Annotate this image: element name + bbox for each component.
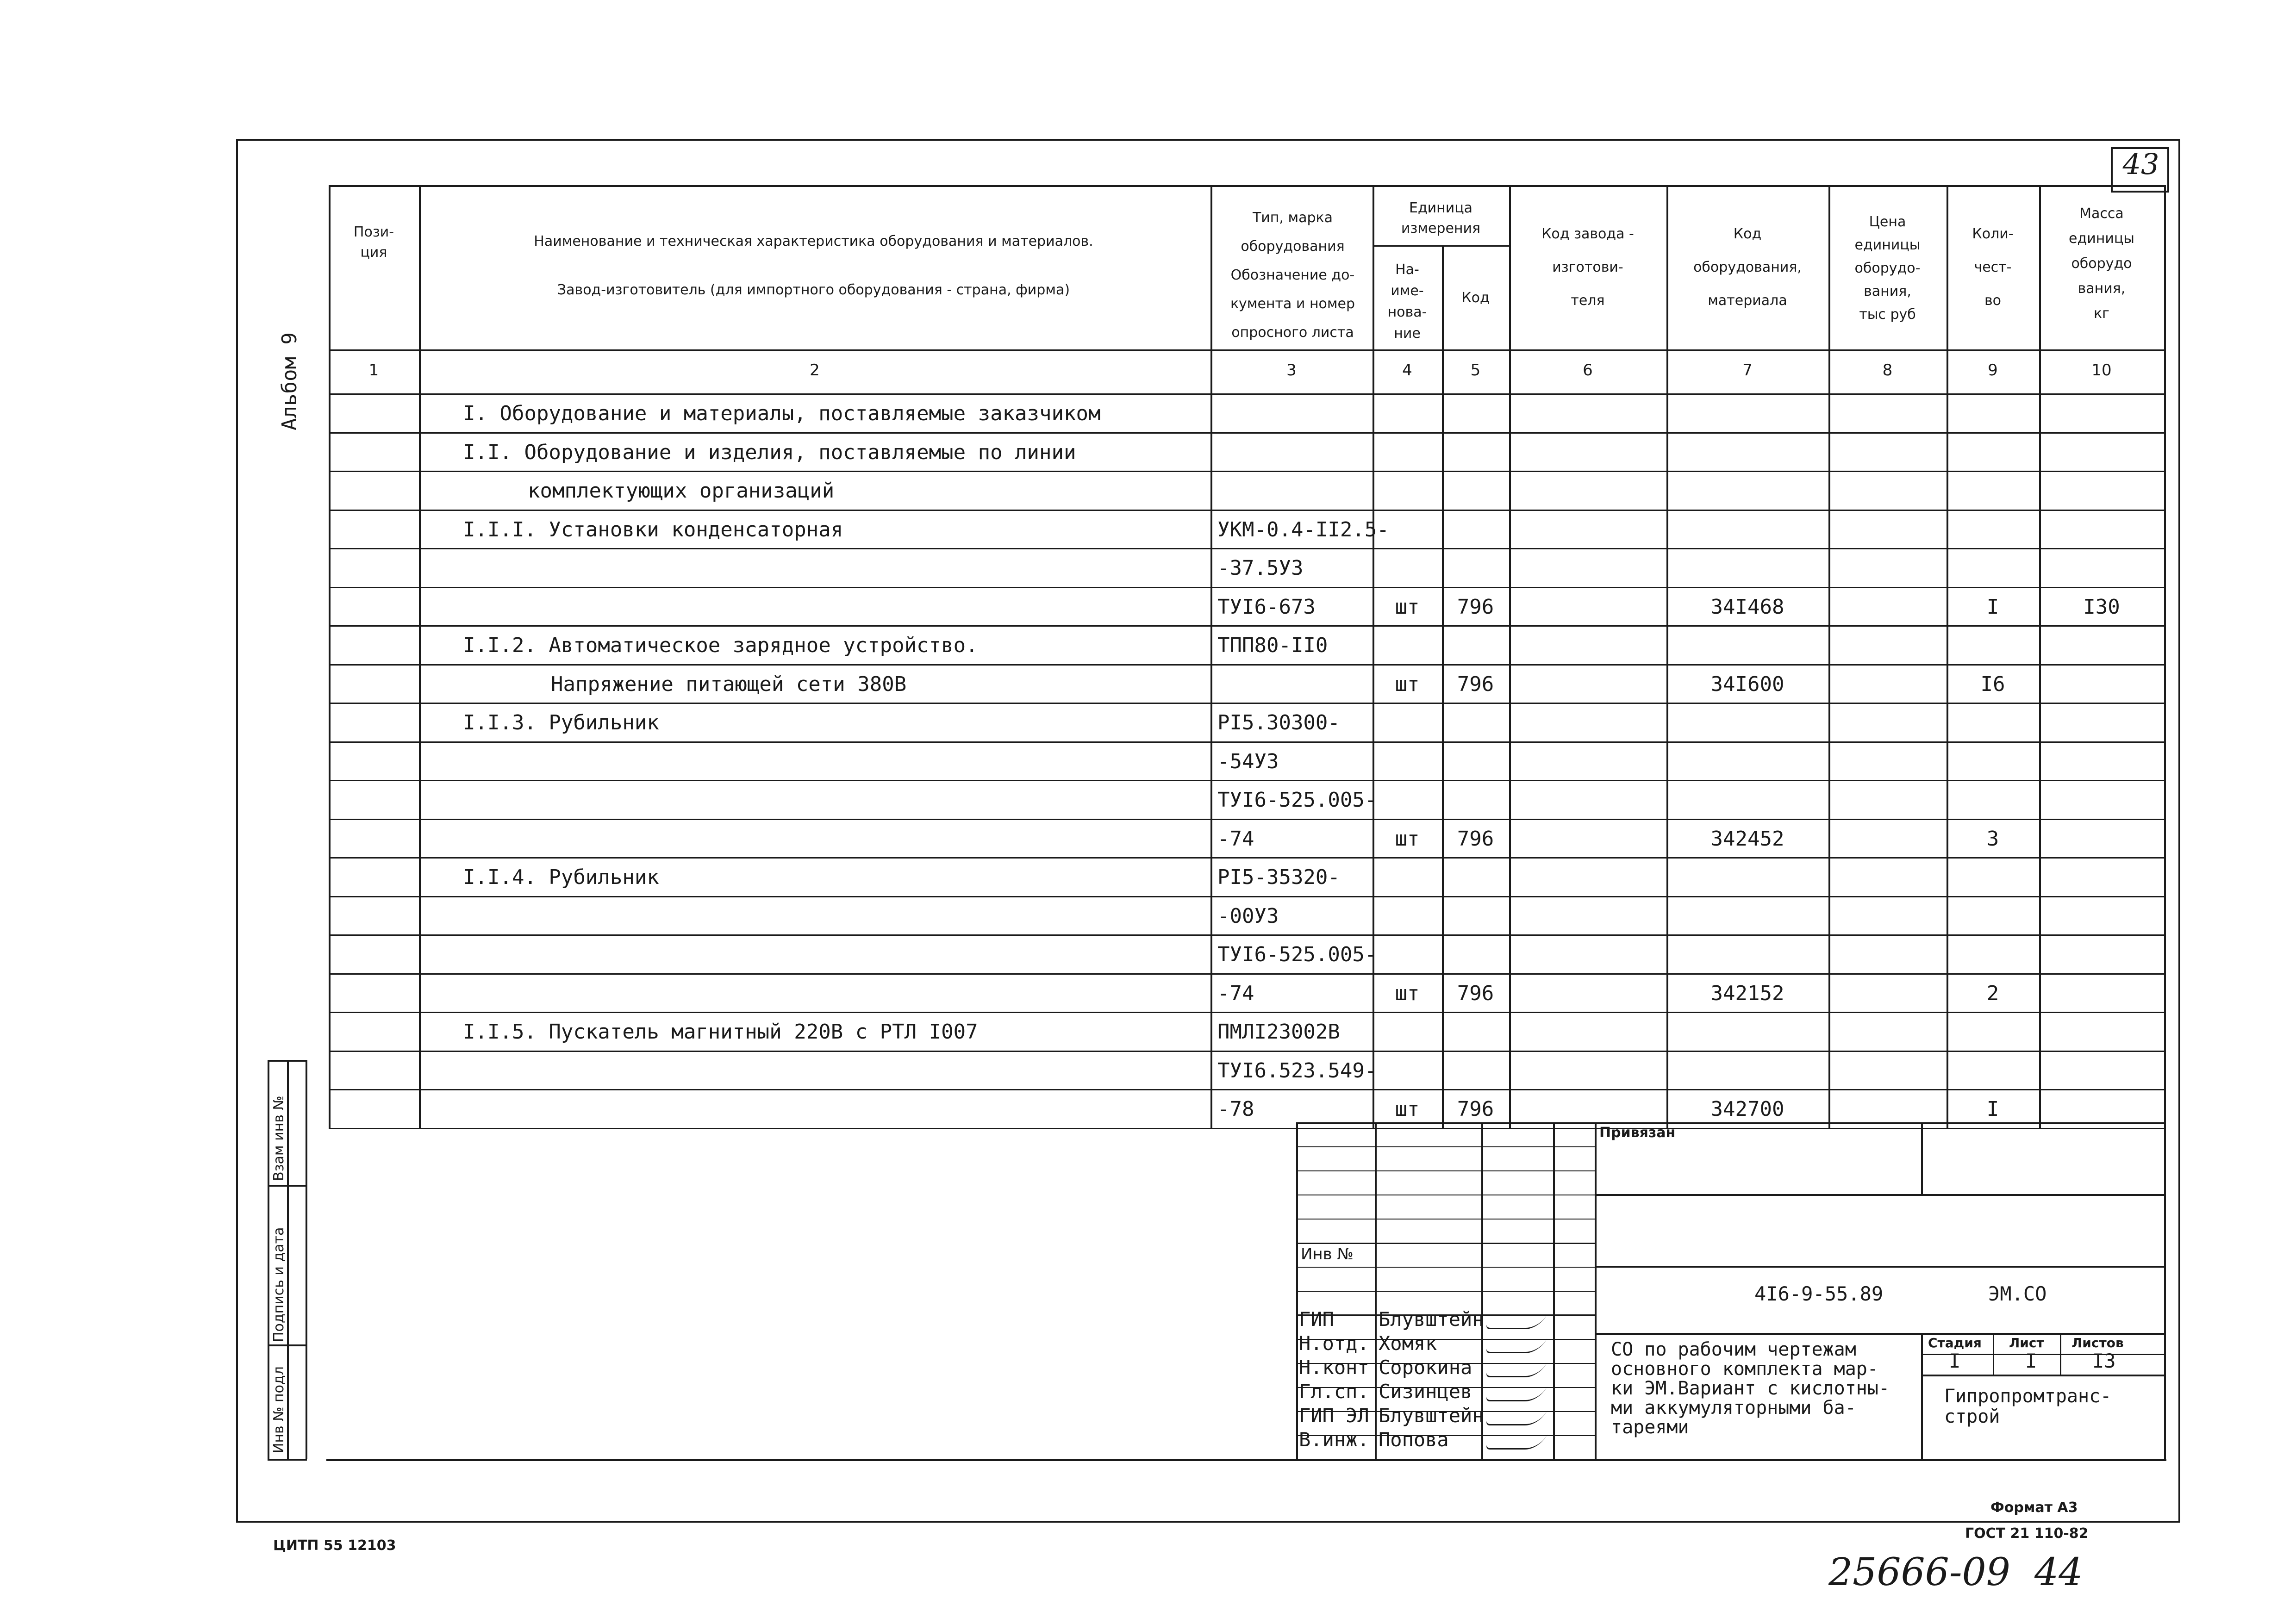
row-line (329, 857, 2166, 859)
inner-bottom (326, 1459, 2166, 1461)
column-line (2164, 185, 2166, 1128)
row-line (329, 1089, 2166, 1090)
header-name-line1: Наименование и техническая характеристика оборудования и материалов. (534, 233, 1093, 249)
stamp-line (1296, 1146, 1595, 1147)
column-number: 9 (1988, 361, 1998, 380)
row-type: -74 (1217, 827, 1254, 851)
row-type: ТУI6-525.005- (1217, 788, 1377, 812)
signer-role: Н.отд. (1299, 1332, 1369, 1355)
doc-code: 4I6-9-55.89 (1754, 1282, 1884, 1305)
signer-role: В.инж. (1299, 1428, 1369, 1451)
stamp-line (1296, 1219, 1595, 1220)
header-type: Тип, марка оборудования Обозначение до- кумента и номер опросного листа (1230, 210, 1355, 341)
stamp-line (1921, 1375, 2164, 1376)
stamp-line (1595, 1333, 2164, 1335)
row-name: I.I.2. Автоматическое зарядное устройство. (463, 634, 978, 657)
signer-name: Хомяк (1379, 1332, 1437, 1355)
row-quantity: I (1986, 1097, 1999, 1121)
signer-role: Гл.сп. (1299, 1380, 1369, 1403)
row-line (329, 1012, 2166, 1013)
inv-label: Инв № (1301, 1245, 1354, 1263)
inner-right (2164, 1115, 2166, 1460)
signer-name: Блувштейн (1379, 1308, 1484, 1331)
column-number: 2 (810, 361, 820, 380)
row-line (329, 703, 2166, 704)
column-number: 4 (1402, 361, 1412, 380)
column-number: 10 (2091, 361, 2112, 380)
row-line (329, 471, 2166, 472)
row-equipment-code: 342452 (1710, 827, 1784, 851)
sheet-label: Лист (2009, 1335, 2044, 1350)
row-mass: I30 (2083, 595, 2120, 619)
column-number: 3 (1286, 361, 1297, 380)
signer-name: Сизинцев (1379, 1380, 1472, 1403)
sheet-value: I (2025, 1350, 2037, 1372)
header-quantity: Коли- чест- во (1972, 226, 2014, 309)
row-line (329, 741, 2166, 743)
doc-mark: ЭМ.СО (1988, 1282, 2047, 1305)
row-equipment-code: 342700 (1710, 1097, 1784, 1121)
unit-split-line (1373, 245, 1509, 247)
stamp-line (1296, 1122, 2164, 1124)
column-number: 5 (1470, 361, 1481, 380)
row-unit-code: 796 (1457, 981, 1494, 1005)
row-unit: шт (1395, 1097, 1420, 1121)
row-unit: шт (1395, 981, 1420, 1005)
stamp-line (1921, 1333, 1923, 1459)
handwritten-number: 25666-09 44 (1828, 1550, 2083, 1594)
stamp-line (1595, 1194, 2164, 1196)
margin-line (268, 1344, 307, 1346)
number-row-line (329, 393, 2166, 395)
column-line (329, 185, 331, 1128)
margin-line (268, 1185, 307, 1187)
table-top-line (329, 185, 2166, 187)
row-line (329, 587, 2166, 588)
album-label: Альбом 9 (278, 332, 301, 430)
row-line (329, 664, 2166, 666)
row-type: ТУI6-673 (1217, 595, 1316, 619)
row-line (329, 973, 2166, 975)
signature-scribble (1485, 1362, 1547, 1377)
margin-line (268, 1459, 307, 1461)
row-type: ТУI6-525.005- (1217, 943, 1377, 966)
stage-label: Стадия (1928, 1335, 1982, 1350)
signature-scribble (1485, 1434, 1547, 1450)
row-line (329, 1051, 2166, 1052)
row-unit: шт (1395, 672, 1420, 696)
row-line (329, 780, 2166, 781)
bottom-left-code: ЦИТП 55 12103 (273, 1537, 396, 1554)
row-type: ТПП80-II0 (1217, 634, 1328, 657)
column-line (1210, 185, 1212, 1128)
stamp-line (1296, 1170, 1595, 1171)
row-name: I.I.5. Пускатель магнитный 220В с РТЛ I007 (463, 1020, 978, 1044)
row-name: I.I. Оборудование и изделия, поставляемые по линии (463, 440, 1076, 464)
frame-bottom (236, 1521, 2180, 1523)
stamp-line (1921, 1122, 1923, 1194)
column-number: 1 (368, 361, 379, 380)
bound-label: Привязан (1599, 1125, 1676, 1141)
row-unit-code: 796 (1457, 827, 1494, 851)
stamp-line (1993, 1333, 1994, 1375)
column-line (1509, 185, 1511, 1128)
organization-name: Гипропромтранс- строй (1944, 1386, 2112, 1427)
signature-scribble (1485, 1386, 1547, 1401)
row-line (329, 548, 2166, 549)
margin-label-replacement: Взам инв № (271, 1095, 287, 1181)
header-mass: Масса единицы оборудо вания, кг (2069, 205, 2134, 322)
column-number: 8 (1882, 361, 1893, 380)
frame-right (2178, 139, 2180, 1523)
signature-scribble (1485, 1314, 1547, 1329)
row-line (329, 432, 2166, 434)
signer-role: Н.конт (1299, 1356, 1369, 1379)
row-equipment-code: 34I468 (1710, 595, 1784, 619)
margin-line (268, 1060, 307, 1062)
row-quantity: I6 (1980, 672, 2005, 696)
sheet-corner-number: 43 (2122, 147, 2159, 181)
signer-role: ГИП ЭЛ (1299, 1404, 1369, 1427)
row-name: комплектующих организаций (528, 479, 835, 503)
signer-name: Сорокина (1379, 1356, 1472, 1379)
row-name: I.I.I. Установки конденсаторная (463, 517, 843, 541)
row-line (329, 896, 2166, 897)
row-type: ПМЛI23002В (1217, 1020, 1340, 1044)
row-line (329, 934, 2166, 936)
row-name: Напряжение питающей сети 380В (551, 672, 907, 696)
signer-name: Блувштейн (1379, 1404, 1484, 1427)
header-maker-code: Код завода - изготови- теля (1541, 226, 1634, 309)
row-unit: шт (1395, 827, 1420, 851)
margin-label-original-inv: Инв № подл (271, 1366, 287, 1453)
stamp-line (1296, 1243, 1595, 1244)
row-quantity: 3 (1986, 827, 1999, 851)
stamp-line (1595, 1122, 1597, 1459)
header-price: Цена единицы оборудо- вания, тыс руб (1854, 214, 1921, 323)
signer-name: Попова (1379, 1428, 1449, 1451)
row-type: -37.5У3 (1217, 556, 1304, 580)
stamp-line (1296, 1291, 1595, 1292)
stamp-line (2060, 1333, 2061, 1375)
frame-left (236, 139, 238, 1523)
row-quantity: I (1986, 595, 1999, 619)
column-line (2039, 185, 2041, 1128)
column-line (1828, 185, 1830, 1128)
stamp-line (1296, 1267, 1595, 1268)
row-type: УКМ-0.4-II2.5- (1217, 517, 1389, 541)
row-type: -78 (1217, 1097, 1254, 1121)
row-type: -00У3 (1217, 904, 1279, 928)
column-number: 6 (1583, 361, 1593, 380)
sheets-label: Листов (2071, 1335, 2124, 1350)
header-unit-code: Код (1461, 290, 1490, 306)
row-unit: шт (1395, 595, 1420, 619)
row-line (329, 1128, 2166, 1129)
row-type: ТУI6.523.549- (1217, 1058, 1377, 1083)
row-name: I.I.4. Рубильник (463, 865, 659, 889)
row-type: РI5.30300- (1217, 711, 1340, 734)
signature-scribble (1485, 1410, 1547, 1425)
row-name: I.I.3. Рубильник (463, 711, 659, 734)
document-title: СО по рабочим чертежам основного комплекта мар- ки ЭМ.Вариант с кислотны- ми аккумуляторными ба- тареями (1611, 1339, 1890, 1438)
margin-label-signature: Подпись и дата (271, 1227, 287, 1342)
row-line (329, 625, 2166, 627)
row-equipment-code: 342152 (1710, 981, 1784, 1005)
frame-top (236, 139, 2180, 141)
header-position: Пози- ция (353, 224, 394, 261)
row-name: I. Оборудование и материалы, поставляемые заказчиком (463, 402, 1101, 425)
row-type: РI5-35320- (1217, 865, 1340, 889)
header-equip-code: Код оборудования, материала (1693, 226, 1802, 309)
margin-line (306, 1060, 307, 1459)
row-unit-code: 796 (1457, 672, 1494, 696)
row-quantity: 2 (1986, 981, 1999, 1005)
row-unit-code: 796 (1457, 595, 1494, 619)
sheets-value: I3 (2092, 1350, 2116, 1372)
row-type: -54У3 (1217, 749, 1279, 773)
margin-line (287, 1060, 289, 1459)
row-line (329, 510, 2166, 511)
row-line (329, 819, 2166, 820)
row-unit-code: 796 (1457, 1097, 1494, 1121)
header-name-line2: Завод-изготовитель (для импортного оборудования - страна, фирма) (557, 282, 1070, 298)
margin-line (268, 1060, 269, 1459)
column-line (419, 185, 421, 1128)
row-equipment-code: 34I600 (1710, 672, 1784, 696)
gost-label: ГОСТ 21 110-82 (1965, 1525, 2089, 1542)
stamp-line (1595, 1266, 2164, 1268)
signature-scribble (1485, 1338, 1547, 1353)
row-type: -74 (1217, 981, 1254, 1005)
header-unit-name: На- име- нова- ние (1387, 261, 1427, 342)
column-number: 7 (1742, 361, 1753, 380)
signer-role: ГИП (1299, 1308, 1334, 1331)
header-unit: Единица измерения (1401, 200, 1481, 236)
stage-value: I (1949, 1350, 1961, 1372)
header-bottom-line (329, 349, 2166, 351)
format-label: Формат А3 (1990, 1500, 2078, 1516)
